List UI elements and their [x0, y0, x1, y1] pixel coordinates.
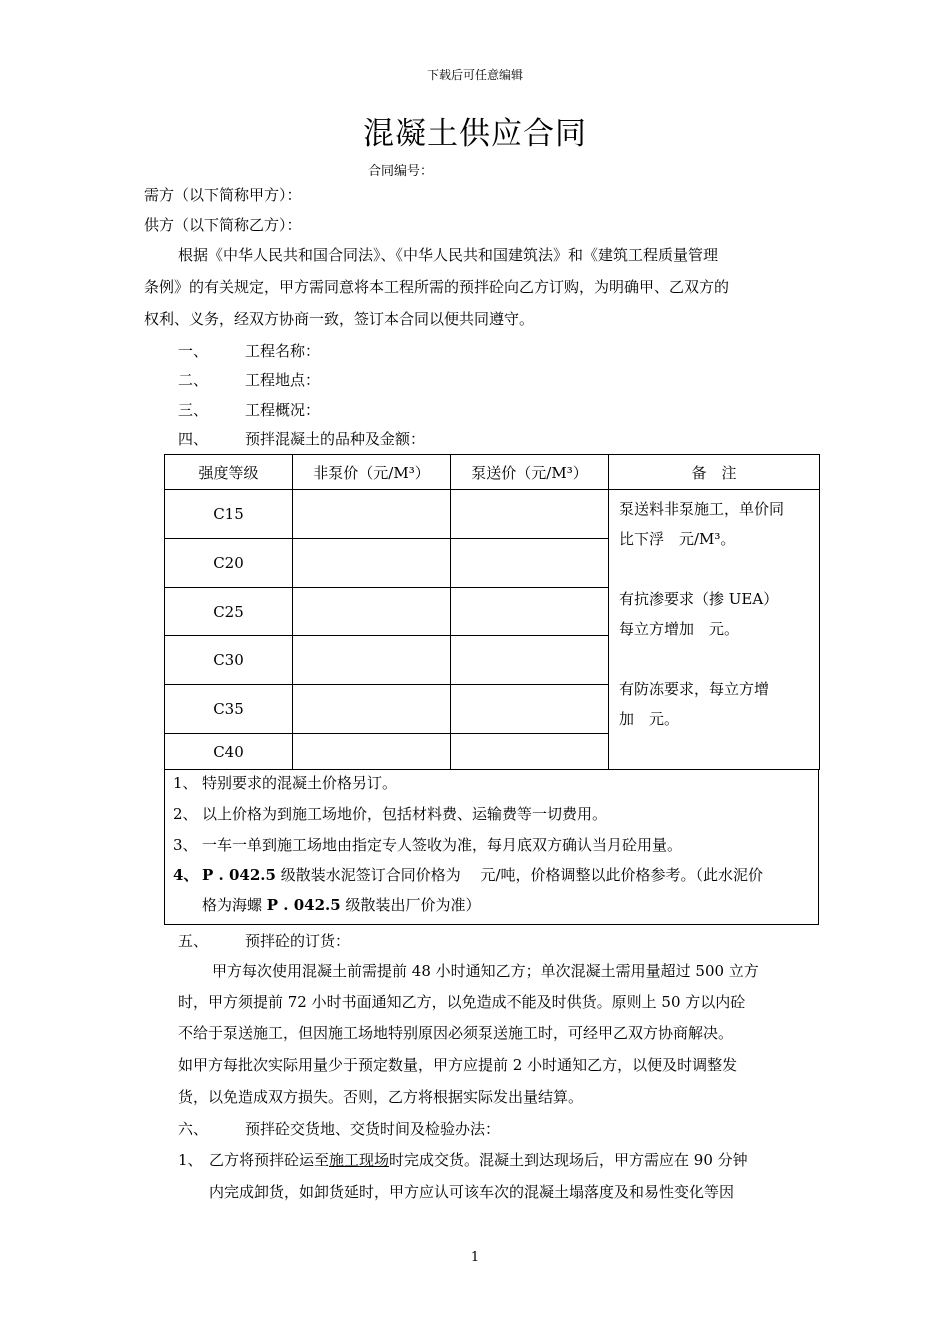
section-4-label: 预拌混凝土的品种及金额：: [245, 430, 426, 448]
section-1-label: 工程名称：: [245, 342, 321, 360]
order-line-4: 如甲方每批次实际用量少于预定数量，甲方应提前 2 小时通知乙方，以便及时调整发: [178, 1056, 738, 1074]
delivery-item-1-number: 1、: [178, 1151, 203, 1169]
intro-line-1: 根据《中华人民共和国合同法》、《中华人民共和国建筑法》和《建筑工程质量管理: [178, 246, 719, 264]
order-line-5: 货，以免造成双方损失。否则，乙方将根据实际发出量结算。: [178, 1088, 584, 1106]
nonpump-price-cell: [293, 490, 451, 539]
note-3-number: 3、: [173, 836, 198, 854]
note-3-text: 一车一单到施工场地由指定专人签收为准，每月底双方确认当月砼用量。: [202, 836, 683, 854]
section-2-number: 二、: [178, 371, 209, 389]
page-number: 1: [470, 1250, 480, 1265]
grade-cell: C30: [165, 636, 293, 685]
header-pump-price: 泵送价（元/M³）: [451, 455, 609, 490]
section-4-number: 四、: [178, 430, 209, 448]
table-header-row: [165, 455, 820, 490]
section-2-label: 工程地点：: [245, 371, 321, 389]
grade-cell: C35: [165, 685, 293, 734]
note-1-text: 特别要求的混凝土价格另订。: [202, 774, 398, 792]
header-grade: 强度等级: [165, 455, 293, 490]
grade-cell: C25: [165, 588, 293, 636]
section-1-number: 一、: [178, 342, 209, 360]
document-title: 混凝土供应合同: [363, 116, 587, 152]
delivery-item-1-line-2: 内完成卸货，如卸货延时，甲方应认可该车次的混凝土塌落度及和易性变化等因: [209, 1183, 735, 1201]
contract-number-label: 合同编号：: [368, 164, 434, 179]
remark-antiseep-line-2: 每立方增加 元。: [619, 620, 740, 638]
pump-price-cell: [451, 734, 609, 770]
section-6-label: 预拌砼交货地、交货时间及检验办法：: [245, 1120, 501, 1138]
header-nonpump-price: 非泵价（元/M³）: [293, 455, 451, 490]
price-table: [164, 454, 820, 770]
section-3-number: 三、: [178, 401, 209, 419]
grade-cell: C15: [165, 490, 293, 539]
pump-price-cell: [451, 636, 609, 685]
remark-antiseep-line-1: 有抗渗要求（掺 UEA）: [619, 590, 779, 608]
remark-pump-line-1: 泵送料非泵施工，单价同: [619, 500, 785, 518]
header-remark: 备 注: [609, 455, 820, 490]
remark-cell: [609, 490, 820, 770]
intro-line-2: 条例》的有关规定，甲方需同意将本工程所需的预拌砼向乙方订购，为明确甲、乙双方的: [144, 278, 730, 296]
order-line-2: 时，甲方须提前 72 小时书面通知乙方，以免造成不能及时供货。原则上 50 方以内砼: [178, 993, 746, 1011]
note-4-text-line-2: 格为海螺 P . 042.5 级散装出厂价为准）: [202, 896, 481, 914]
grade-cell: C40: [165, 734, 293, 770]
remark-antifreeze-line-2: 加 元。: [619, 710, 680, 728]
section-3-label: 工程概况：: [245, 401, 321, 419]
note-1-number: 1、: [173, 774, 198, 792]
page-header-note: 下载后可任意编辑: [426, 68, 523, 82]
note-2-number: 2、: [173, 805, 198, 823]
nonpump-price-cell: [293, 539, 451, 588]
nonpump-price-cell: [293, 734, 451, 770]
section-5-label: 预拌砼的订货：: [245, 932, 351, 950]
note-2-text: 以上价格为到施工场地价，包括材料费、运输费等一切费用。: [202, 805, 608, 823]
pump-price-cell: [451, 539, 609, 588]
note-4-number: 4、: [173, 866, 199, 884]
pump-price-cell: [451, 588, 609, 636]
buyer-line: 需方（以下简称甲方）：: [144, 186, 302, 204]
intro-line-3: 权利、义务，经双方协商一致，签订本合同以便共同遵守。: [144, 310, 535, 328]
section-6-number: 六、: [178, 1120, 209, 1138]
note-4-text: P . 042.5 级散装水泥签订合同价格为 元/吨，价格调整以此价格参考。（此水泥价: [202, 866, 764, 884]
remark-antifreeze-line-1: 有防冻要求，每立方增: [619, 680, 770, 698]
nonpump-price-cell: [293, 685, 451, 734]
remark-pump-line-2: 比下浮 元/M³。: [619, 530, 736, 548]
supplier-line: 供方（以下简称乙方）：: [144, 216, 302, 234]
nonpump-price-cell: [293, 588, 451, 636]
pump-price-cell: [451, 685, 609, 734]
delivery-item-1-text: 乙方将预拌砼运至施工现场时完成交货。混凝土到达现场后，甲方需应在 90 分钟: [209, 1151, 748, 1169]
order-line-1: 甲方每次使用混凝土前需提前 48 小时通知乙方；单次混凝土需用量超过 500 立方: [212, 962, 759, 980]
table-notes: [164, 770, 819, 925]
nonpump-price-cell: [293, 636, 451, 685]
grade-cell: C20: [165, 539, 293, 588]
pump-price-cell: [451, 490, 609, 539]
order-line-3: 不给于泵送施工，但因施工场地特别原因必须泵送施工时，可经甲乙双方协商解决。: [178, 1024, 734, 1042]
section-5-number: 五、: [178, 932, 209, 950]
table-row: [165, 490, 820, 539]
